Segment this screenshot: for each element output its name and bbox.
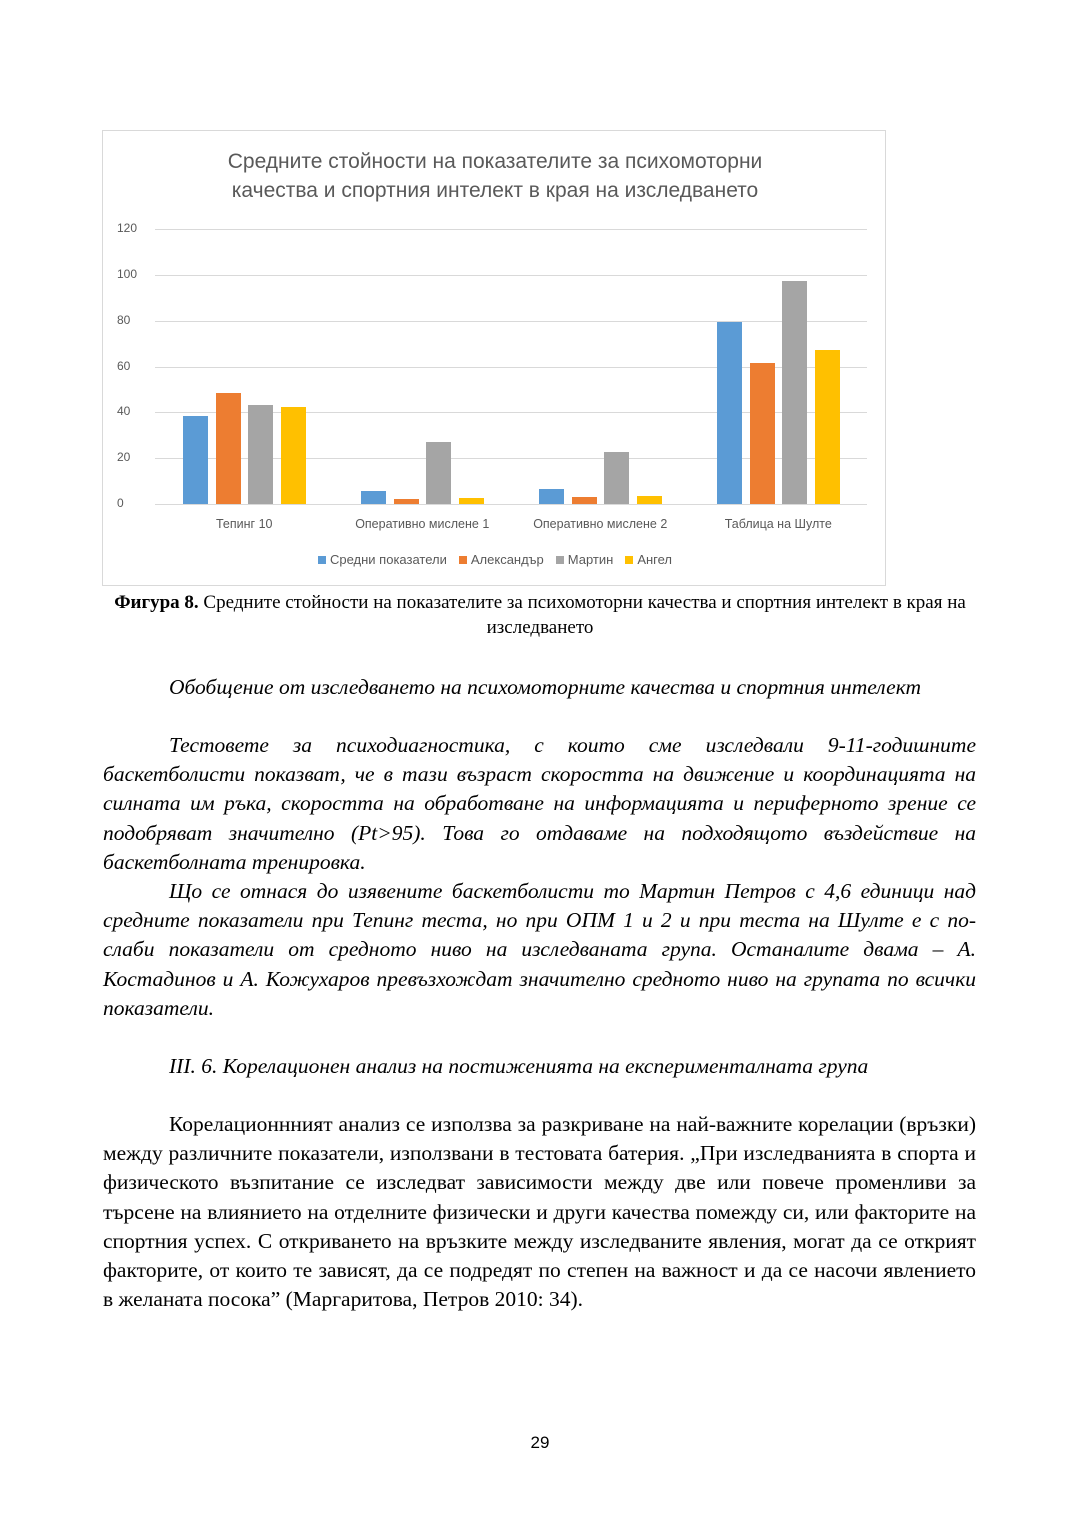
bar: [750, 363, 775, 504]
bar: [459, 498, 484, 504]
gridline: [155, 229, 867, 230]
bar: [717, 322, 742, 504]
bar: [782, 281, 807, 504]
chart-title-line-1: Средните стойности на показателите за психомоторни: [227, 150, 763, 173]
gridline: [155, 321, 867, 322]
y-tick-label: 100: [117, 266, 138, 281]
y-tick-label: 60: [117, 358, 131, 373]
bar: [572, 497, 597, 504]
y-tick-label: 20: [117, 450, 131, 465]
legend-label: Ангел: [637, 552, 673, 567]
paragraph-psychodiagnostics: [103, 731, 976, 877]
x-category-label: Оперативно мислене 1: [355, 517, 490, 531]
chart-title-line-2: качества и спортния интелект в края на изследването: [231, 179, 759, 202]
figure-caption-text: Средните стойности на показателите за психомоторни качества и спортния интелект в края на изследването: [198, 592, 966, 638]
legend-item: [625, 552, 672, 567]
legend-swatch: [625, 556, 633, 564]
paragraph-text: Тестовете за психодиагностика, с които сме изследвали 9-11-годишните баскетболисти показват, че в тази възраст скоростта на движение и координацията на силната им ръка, скоростта на обработване на информацията и периферното зрение се подобряват значително (Pt>95). Това го отдаваме на подходящото въздействие на баскетболната тренировка.: [103, 733, 976, 874]
bar: [539, 489, 564, 504]
bar: [216, 393, 241, 504]
legend-label: Средни показатели: [329, 552, 447, 567]
x-category-label: Тепинг 10: [216, 517, 273, 531]
legend-label: Мартин: [567, 552, 614, 567]
paragraph-players: [103, 877, 976, 1023]
page-number: 29: [530, 1433, 550, 1452]
gridline: [155, 504, 867, 505]
y-tick-label: 40: [117, 404, 131, 419]
y-tick-label: 120: [117, 221, 138, 235]
y-tick-label: 80: [117, 312, 131, 327]
x-category-label: Оперативно мислене 2: [533, 517, 668, 531]
section-heading-text: III. 6. Корелационен анализ на постиженията на експерименталната група: [169, 1054, 869, 1078]
figure-caption: [102, 590, 978, 640]
paragraph-text: Корелационнният анализ се използва за разкриване на най-важните корелации (връзки) между различните показатели, използвани в тестовата батерия. „При изследванията в спорта и физическото възпитание се изследват зависимости между две или повече променливи за търсене на влиянието на отделните физически и други качества помежду си, или факторите на спортния успех. С откриването на връзките между изследваните явления, могат да се открият факторите, от които те зависят, да се подредят по степен на важност и да се насочи явлението в желаната посока” (Маргаритова, Петров 2010: 34).: [103, 1112, 976, 1312]
bar: [281, 407, 306, 504]
summary-heading: [103, 673, 976, 702]
bar: [248, 405, 273, 504]
bar: [815, 350, 840, 504]
gridline: [155, 275, 867, 276]
legend-label: Александър: [470, 552, 544, 567]
legend-swatch: [318, 556, 326, 564]
bar: [604, 452, 629, 504]
bar: [361, 491, 386, 504]
paragraph-correlation: [103, 1110, 976, 1314]
bar-chart: [102, 130, 886, 586]
x-category-label: Таблица на Шулте: [724, 517, 832, 531]
bar: [426, 442, 451, 504]
bar: [394, 499, 419, 504]
bar: [183, 416, 208, 504]
y-tick-label: 0: [117, 496, 124, 510]
paragraph-text: Що се отнася до изявените баскетболисти то Мартин Петров с 4,6 единици над средните показатели при Тепинг теста, но при ОПМ 1 и 2 и при теста на Шулте е с по-слаби показатели от средното ниво на изследваната група. Останалите двама – А. Костадинов и А. Кожухаров превъзхождат значително средното ниво на групата по всички показатели.: [103, 879, 976, 1020]
bar: [637, 496, 662, 504]
chart-legend: [103, 552, 887, 567]
legend-item: [318, 552, 447, 567]
chart-title: [103, 147, 887, 205]
legend-swatch: [556, 556, 564, 564]
section-heading: [103, 1052, 976, 1081]
legend-swatch: [459, 556, 467, 564]
summary-heading-text: Обобщение от изследването на психомоторните качества и спортния интелект: [169, 675, 921, 699]
figure-label: Фигура 8.: [114, 592, 199, 613]
legend-item: [459, 552, 544, 567]
legend-item: [556, 552, 614, 567]
